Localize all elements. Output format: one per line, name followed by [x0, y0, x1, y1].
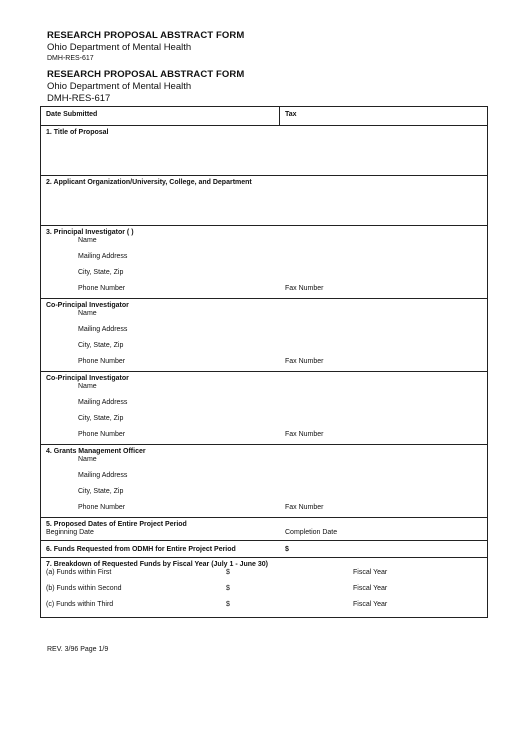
co-pi-2-phone-number-label: Phone Number [78, 431, 126, 438]
gmo-city-state-zip-label: City, State, Zip [78, 488, 124, 495]
co-pi-2-label: Co-Principal Investigator [46, 375, 129, 382]
row-co-principal-investigator-1[interactable] [41, 298, 487, 372]
principal-investigator-label: 3. Principal Investigator ( ) [46, 229, 134, 236]
co-pi-2-mailing-address-label: Mailing Address [78, 399, 128, 406]
row-date-tax [41, 107, 487, 125]
department-top: Ohio Department of Mental Health [47, 42, 192, 53]
funds-requested-label: 6. Funds Requested from ODMH for Entire Project Period [46, 546, 236, 553]
column-divider [279, 107, 280, 125]
row-funds-requested[interactable] [41, 540, 487, 558]
funds-third-label: (c) Funds within Third [46, 601, 114, 608]
form-title: RESEARCH PROPOSAL ABSTRACT FORM [47, 69, 245, 80]
funds-third-fiscal-year: Fiscal Year [353, 601, 388, 608]
form-title-top: RESEARCH PROPOSAL ABSTRACT FORM [47, 30, 245, 41]
form-code: DMH-RES-617 [47, 93, 111, 104]
row-co-principal-investigator-2[interactable] [41, 371, 487, 445]
funds-second-label: (b) Funds within Second [46, 585, 122, 592]
tax-label: Tax [285, 111, 297, 118]
abstract-form-table [40, 106, 488, 618]
title-of-proposal-label: 1. Title of Proposal [46, 129, 109, 136]
funds-second-dollar: $ [226, 585, 230, 592]
header-top [47, 30, 244, 64]
grants-officer-label: 4. Grants Management Officer [46, 448, 146, 455]
co-pi-2-city-state-zip-label: City, State, Zip [78, 415, 124, 422]
funds-first-label: (a) Funds within First [46, 569, 112, 576]
co-pi-1-label: Co-Principal Investigator [46, 302, 129, 309]
form-code-top: DMH-RES-617 [47, 55, 94, 62]
applicant-organization-label: 2. Applicant Organization/University, College, and Department [46, 179, 252, 186]
pi-city-state-zip-label: City, State, Zip [78, 269, 124, 276]
revision-footer: REV. 3/96 Page 1/9 [47, 646, 109, 653]
co-pi-1-fax-number-label: Fax Number [285, 358, 324, 365]
gmo-name-label: Name [78, 456, 97, 463]
gmo-phone-number-label: Phone Number [78, 504, 126, 511]
funds-first-fiscal-year: Fiscal Year [353, 569, 388, 576]
co-pi-1-city-state-zip-label: City, State, Zip [78, 342, 124, 349]
header-main [47, 69, 244, 105]
pi-name-label: Name [78, 237, 97, 244]
beginning-date-label: Beginning Date [46, 529, 94, 536]
proposed-dates-label: 5. Proposed Dates of Entire Project Period [46, 521, 187, 528]
co-pi-1-phone-number-label: Phone Number [78, 358, 126, 365]
co-pi-2-fax-number-label: Fax Number [285, 431, 324, 438]
gmo-fax-number-label: Fax Number [285, 504, 324, 511]
date-submitted-label: Date Submitted [46, 111, 98, 118]
funds-third-dollar: $ [226, 601, 230, 608]
pi-mailing-address-label: Mailing Address [78, 253, 128, 260]
pi-phone-number-label: Phone Number [78, 285, 126, 292]
pi-fax-number-label: Fax Number [285, 285, 324, 292]
row-title-of-proposal[interactable] [41, 125, 487, 176]
breakdown-label: 7. Breakdown of Requested Funds by Fiscal Year (July 1 - June 30) [46, 561, 268, 568]
row-proposed-dates[interactable] [41, 517, 487, 541]
co-pi-1-mailing-address-label: Mailing Address [78, 326, 128, 333]
funds-second-fiscal-year: Fiscal Year [353, 585, 388, 592]
funds-first-dollar: $ [226, 569, 230, 576]
co-pi-1-name-label: Name [78, 310, 97, 317]
gmo-mailing-address-label: Mailing Address [78, 472, 128, 479]
funds-requested-dollar: $ [285, 546, 289, 553]
row-principal-investigator[interactable] [41, 225, 487, 299]
row-grants-management-officer[interactable] [41, 444, 487, 518]
department: Ohio Department of Mental Health [47, 81, 192, 92]
co-pi-2-name-label: Name [78, 383, 97, 390]
row-applicant-organization[interactable] [41, 175, 487, 226]
row-breakdown-fiscal-year[interactable] [41, 557, 487, 618]
completion-date-label: Completion Date [285, 529, 338, 536]
